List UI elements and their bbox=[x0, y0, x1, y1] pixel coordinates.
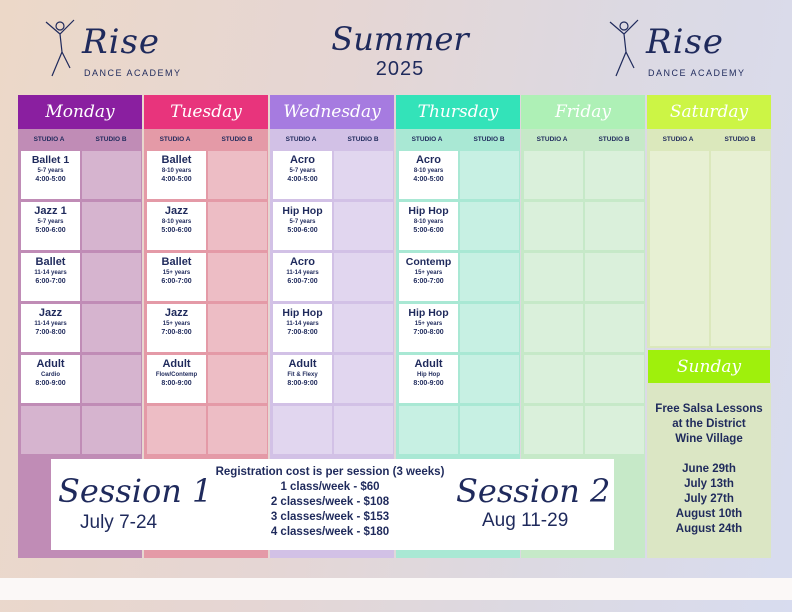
class-time: 6:00-7:00 bbox=[161, 278, 192, 285]
class-card bbox=[273, 304, 332, 352]
class-name: Jazz bbox=[38, 307, 63, 319]
class-time: 5:00-6:00 bbox=[413, 227, 444, 234]
class-age: Fit & Flexy bbox=[287, 372, 318, 378]
logo-right bbox=[606, 18, 756, 80]
class-age: 15+ years bbox=[414, 270, 443, 276]
class-card bbox=[21, 202, 80, 250]
class-card bbox=[21, 253, 80, 301]
empty-slot bbox=[524, 355, 583, 403]
class-card bbox=[147, 151, 206, 199]
empty-slot bbox=[273, 406, 332, 454]
empty-slot bbox=[208, 151, 267, 199]
class-card bbox=[147, 202, 206, 250]
class-card bbox=[399, 253, 458, 301]
session-1-dates: July 7-24 bbox=[80, 512, 158, 533]
class-time: 8:00-9:00 bbox=[35, 380, 66, 387]
class-age: 15+ years bbox=[414, 321, 443, 327]
studio-headers bbox=[18, 129, 142, 149]
empty-slot bbox=[460, 406, 519, 454]
registration-heading: Registration cost is per session (3 weeks) bbox=[215, 466, 445, 478]
empty-slot bbox=[82, 406, 141, 454]
class-card bbox=[399, 304, 458, 352]
empty-slot bbox=[334, 355, 393, 403]
studio-a-label: STUDIO A bbox=[33, 135, 65, 143]
day-header: Monday bbox=[18, 95, 142, 129]
class-name: Ballet bbox=[35, 256, 66, 268]
class-time: 4:00-5:00 bbox=[287, 176, 318, 183]
day-column-wednesday bbox=[270, 95, 394, 387]
empty-slot bbox=[524, 202, 583, 250]
class-time: 7:00-8:00 bbox=[413, 329, 444, 336]
studio-headers bbox=[521, 129, 645, 149]
logo-word: Rise bbox=[646, 22, 725, 62]
class-age: 5-7 years bbox=[37, 168, 64, 174]
sunday-date: July 13th bbox=[684, 478, 734, 490]
empty-slot bbox=[650, 151, 709, 346]
empty-slot bbox=[208, 202, 267, 250]
class-time: 7:00-8:00 bbox=[35, 329, 66, 336]
class-age: 5-7 years bbox=[37, 219, 64, 225]
empty-slot bbox=[82, 202, 141, 250]
day-header: Thursday bbox=[396, 95, 520, 129]
studio-b-label: STUDIO B bbox=[473, 135, 505, 143]
class-age: 5-7 years bbox=[289, 219, 316, 225]
sunday-date: August 24th bbox=[675, 523, 743, 535]
day-column-saturday bbox=[647, 95, 771, 143]
class-time: 4:00-5:00 bbox=[35, 176, 66, 183]
class-age: 11-14 years bbox=[34, 270, 67, 276]
class-name: Hip Hop bbox=[282, 307, 323, 319]
empty-slot bbox=[524, 253, 583, 301]
class-age: Cardio bbox=[40, 372, 60, 378]
class-name: Hip Hop bbox=[408, 205, 449, 217]
empty-slot bbox=[524, 406, 583, 454]
class-card bbox=[147, 355, 206, 403]
sunday-line: Wine Village bbox=[675, 433, 743, 445]
empty-slot bbox=[208, 253, 267, 301]
page-title: Summer bbox=[331, 20, 469, 58]
empty-slot bbox=[524, 151, 583, 199]
class-age: Hip Hop bbox=[417, 372, 440, 378]
class-age: Flow/Contemp bbox=[155, 372, 198, 378]
class-card bbox=[273, 355, 332, 403]
class-card bbox=[399, 151, 458, 199]
empty-slot bbox=[585, 202, 644, 250]
studio-a-label: STUDIO A bbox=[536, 135, 568, 143]
class-name: Jazz bbox=[164, 205, 189, 217]
day-header: Friday bbox=[521, 95, 645, 129]
class-age: 15+ years bbox=[162, 321, 191, 327]
day-column-friday bbox=[521, 95, 645, 143]
studio-b-label: STUDIO B bbox=[95, 135, 127, 143]
class-card bbox=[147, 253, 206, 301]
class-age: 15+ years bbox=[162, 270, 191, 276]
class-card bbox=[399, 355, 458, 403]
studio-a-label: STUDIO A bbox=[285, 135, 317, 143]
class-age: 5-7 years bbox=[289, 168, 316, 174]
dancer-icon bbox=[42, 18, 82, 80]
price-line: 2 classes/week - $108 bbox=[270, 496, 390, 508]
class-time: 4:00-5:00 bbox=[413, 176, 444, 183]
dancer-icon bbox=[606, 18, 646, 80]
day-column-thursday bbox=[396, 95, 520, 387]
sunday-date: August 10th bbox=[675, 508, 743, 520]
logo-word: Rise bbox=[82, 22, 161, 62]
empty-slot bbox=[585, 304, 644, 352]
class-name: Ballet bbox=[161, 154, 192, 166]
class-name: Jazz 1 bbox=[34, 205, 67, 217]
class-card bbox=[273, 151, 332, 199]
class-name: Adult bbox=[288, 358, 317, 370]
empty-slot bbox=[208, 304, 267, 352]
studio-headers bbox=[270, 129, 394, 149]
empty-slot bbox=[82, 304, 141, 352]
session-2-dates: Aug 11-29 bbox=[482, 510, 569, 531]
empty-slot bbox=[147, 406, 206, 454]
class-name: Acro bbox=[289, 154, 316, 166]
empty-slot bbox=[399, 406, 458, 454]
empty-slot bbox=[334, 253, 393, 301]
empty-slot bbox=[585, 151, 644, 199]
class-card bbox=[21, 355, 80, 403]
registration-pricing bbox=[205, 465, 455, 540]
empty-slot bbox=[208, 406, 267, 454]
class-age: 8-10 years bbox=[413, 219, 444, 225]
footer-strip bbox=[0, 578, 792, 600]
sunday-date: June 29th bbox=[682, 463, 736, 475]
class-name: Hip Hop bbox=[408, 307, 449, 319]
class-name: Adult bbox=[414, 358, 443, 370]
studio-a-label: STUDIO A bbox=[159, 135, 191, 143]
class-name: Adult bbox=[36, 358, 65, 370]
empty-slot bbox=[21, 406, 80, 454]
class-name: Ballet bbox=[161, 256, 192, 268]
empty-slot bbox=[585, 355, 644, 403]
empty-slot bbox=[460, 253, 519, 301]
price-line: 1 class/week - $60 bbox=[280, 481, 380, 493]
empty-slot bbox=[585, 253, 644, 301]
class-time: 6:00-7:00 bbox=[287, 278, 318, 285]
studio-a-label: STUDIO A bbox=[662, 135, 694, 143]
empty-slot bbox=[82, 253, 141, 301]
empty-slot bbox=[460, 304, 519, 352]
empty-slot bbox=[208, 355, 267, 403]
empty-slot bbox=[585, 406, 644, 454]
page-year: 2025 bbox=[375, 58, 425, 80]
day-header: Tuesday bbox=[144, 95, 268, 129]
class-card bbox=[399, 202, 458, 250]
class-card bbox=[21, 304, 80, 352]
logo-left bbox=[42, 18, 192, 80]
studio-headers bbox=[396, 129, 520, 149]
class-name: Acro bbox=[415, 154, 442, 166]
empty-slot bbox=[334, 151, 393, 199]
class-age: 8-10 years bbox=[161, 168, 192, 174]
day-column-tuesday bbox=[144, 95, 268, 387]
empty-slot bbox=[334, 304, 393, 352]
class-time: 7:00-8:00 bbox=[287, 329, 318, 336]
sunday-line: Free Salsa Lessons bbox=[655, 403, 763, 415]
empty-slot bbox=[82, 151, 141, 199]
empty-slot bbox=[334, 202, 393, 250]
class-time: 8:00-9:00 bbox=[287, 380, 318, 387]
class-card bbox=[147, 304, 206, 352]
class-age: 11-14 years bbox=[286, 270, 319, 276]
studio-a-label: STUDIO A bbox=[411, 135, 443, 143]
price-line: 4 classes/week - $180 bbox=[270, 526, 390, 538]
class-time: 5:00-6:00 bbox=[287, 227, 318, 234]
empty-slot bbox=[82, 355, 141, 403]
session-1-label: Session 1 bbox=[58, 472, 213, 510]
sunday-line: at the District bbox=[672, 418, 746, 430]
class-age: 11-14 years bbox=[34, 321, 67, 327]
empty-slot bbox=[334, 406, 393, 454]
class-time: 6:00-7:00 bbox=[413, 278, 444, 285]
studio-headers bbox=[144, 129, 268, 149]
class-time: 6:00-7:00 bbox=[35, 278, 66, 285]
logo-subtitle: DANCE ACADEMY bbox=[84, 68, 182, 78]
empty-slot bbox=[460, 151, 519, 199]
studio-b-label: STUDIO B bbox=[347, 135, 379, 143]
class-card bbox=[21, 151, 80, 199]
class-name: Contemp bbox=[405, 256, 452, 268]
class-age: 8-10 years bbox=[161, 219, 192, 225]
empty-slot bbox=[460, 355, 519, 403]
sunday-header: Sunday bbox=[648, 350, 770, 383]
class-name: Adult bbox=[162, 358, 191, 370]
class-age: 11-14 years bbox=[286, 321, 319, 327]
price-line: 3 classes/week - $153 bbox=[270, 511, 390, 523]
class-age: 8-10 years bbox=[413, 168, 444, 174]
studio-b-label: STUDIO B bbox=[724, 135, 756, 143]
studio-b-label: STUDIO B bbox=[598, 135, 630, 143]
class-time: 8:00-9:00 bbox=[161, 380, 192, 387]
studio-headers bbox=[647, 129, 771, 149]
class-card bbox=[273, 253, 332, 301]
empty-slot bbox=[524, 304, 583, 352]
class-name: Jazz bbox=[164, 307, 189, 319]
class-time: 7:00-8:00 bbox=[161, 329, 192, 336]
day-header: Wednesday bbox=[270, 95, 394, 129]
class-card bbox=[273, 202, 332, 250]
class-name: Hip Hop bbox=[282, 205, 323, 217]
logo-subtitle: DANCE ACADEMY bbox=[648, 68, 746, 78]
session-2-label: Session 2 bbox=[456, 472, 611, 510]
day-body bbox=[647, 129, 771, 348]
sunday-info bbox=[648, 402, 770, 537]
sunday-date: July 27th bbox=[684, 493, 734, 505]
class-time: 5:00-6:00 bbox=[35, 227, 66, 234]
empty-slot bbox=[711, 151, 770, 346]
class-name: Ballet 1 bbox=[31, 154, 70, 166]
studio-b-label: STUDIO B bbox=[221, 135, 253, 143]
class-name: Acro bbox=[289, 256, 316, 268]
day-column-monday bbox=[18, 95, 142, 387]
class-time: 5:00-6:00 bbox=[161, 227, 192, 234]
day-header: Saturday bbox=[647, 95, 771, 129]
class-time: 8:00-9:00 bbox=[413, 380, 444, 387]
empty-slot bbox=[460, 202, 519, 250]
class-time: 4:00-5:00 bbox=[161, 176, 192, 183]
